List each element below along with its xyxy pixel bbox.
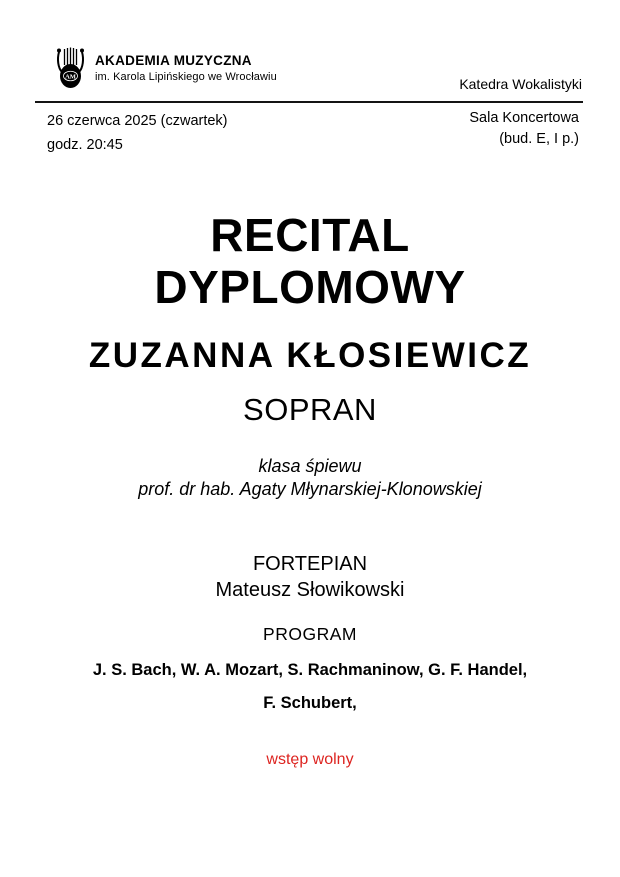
org-name: AKADEMIA MUZYCZNA [95,53,252,68]
program-line-2: F. Schubert, [263,694,357,712]
program-composers [0,654,620,720]
accompanist-name: Mateusz Słowikowski [215,579,405,601]
academy-lyre-logo-icon [55,46,86,89]
event-time: godz. 20:45 [47,137,123,153]
accompanist-role: FORTEPIAN [252,553,368,575]
recital-title [0,209,620,313]
brand-text [95,46,277,83]
class-info-line-1: klasa śpiewu [258,456,362,476]
program-line-1: J. S. Bach, W. A. Mozart, S. Rachmaninow, G. F. Handel, [92,661,528,679]
performer-voice-type: SOPRAN [243,392,377,427]
svg-text:AM: AM [65,73,76,81]
department-label: Katedra Wokalistyki [459,76,582,92]
performer-name: ZUZANNA KŁOSIEWICZ [88,336,532,375]
event-date: 26 czerwca 2025 (czwartek) [47,113,228,129]
accompanist-block [0,551,620,603]
title-line-1: RECITAL [210,209,410,261]
event-datetime [47,109,228,157]
title-line-2: DYPLOMOWY [154,261,466,313]
venue-detail: (bud. E, I p.) [499,131,579,147]
venue-name: Sala Koncertowa [469,110,579,126]
org-subtitle: im. Karola Lipińskiego we Wrocławiu [95,71,277,83]
program-heading: PROGRAM [263,624,357,644]
header-divider [35,101,583,103]
class-info-line-2: prof. dr hab. Agaty Młynarskiej-Klonowskiej [138,479,482,499]
header-brand [55,46,277,89]
event-venue [469,108,579,150]
class-info [0,455,620,501]
admission-notice: wstęp wolny [266,751,354,768]
